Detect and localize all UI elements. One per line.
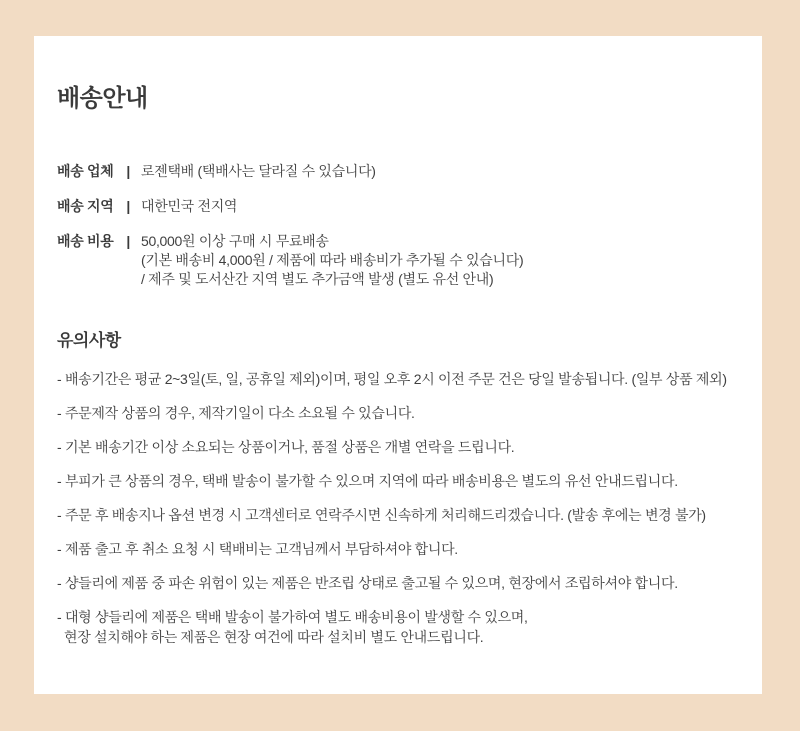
notice-item-text: - 대형 샹들리에 제품은 택배 발송이 불가하여 별도 배송비용이 발생할 수 있으며, — [57, 609, 528, 625]
notice-item-text: - 배송기간은 평균 2~3일(토, 일, 공휴일 제외)이며, 평일 오후 2시 이전 주문 건은 당일 발송됩니다. (일부 상품 제외) — [57, 371, 727, 387]
notice-item — [57, 369, 756, 389]
info-value-line: 대한민국 전지역 — [141, 198, 238, 214]
notice-item-text: - 샹들리에 제품 중 파손 위험이 있는 제품은 반조립 상태로 출고될 수 있으며, 현장에서 조립하셔야 합니다. — [57, 575, 678, 591]
page-title: 배송안내 — [57, 85, 148, 112]
info-value-line: 로젠택배 (택배사는 달라질 수 있습니다) — [141, 163, 376, 179]
info-value-cost — [141, 232, 523, 289]
notice-item — [57, 505, 756, 525]
notice-item — [57, 573, 756, 593]
info-row-carrier — [57, 162, 756, 181]
notice-item-text: - 부피가 큰 상품의 경우, 택배 발송이 불가할 수 있으며 지역에 따라 배송비용은 별도의 유선 안내드립니다. — [57, 473, 678, 489]
info-label-text: 배송 지역 — [57, 198, 114, 214]
info-value-region — [141, 197, 237, 216]
notice-item-text: - 주문제작 상품의 경우, 제작기일이 다소 소요될 수 있습니다. — [57, 405, 415, 421]
info-value-line: (기본 배송비 4,000원 / 제품에 따라 배송비가 추가될 수 있습니다) — [141, 252, 524, 268]
info-value-line: / 제주 및 도서산간 지역 별도 추가금액 발생 (별도 유선 안내) — [141, 271, 494, 287]
info-label-text: 배송 업체 — [57, 163, 114, 179]
notice-item — [57, 471, 756, 491]
notice-item-text: - 주문 후 배송지나 옵션 변경 시 고객센터로 연락주시면 신속하게 처리해드리겠습니다. (발송 후에는 변경 불가) — [57, 507, 706, 523]
shipping-info-card — [34, 36, 762, 694]
notice-section — [57, 330, 756, 647]
info-label-carrier — [57, 162, 130, 181]
notice-item-text: - 제품 출고 후 취소 요청 시 택배비는 고객님께서 부담하셔야 합니다. — [57, 541, 458, 557]
info-row-region — [57, 197, 756, 216]
label-separator: | — [126, 233, 130, 249]
label-separator: | — [126, 198, 130, 214]
notice-item — [57, 607, 756, 647]
notice-item — [57, 403, 756, 423]
notice-item — [57, 437, 756, 457]
info-row-cost — [57, 232, 756, 289]
info-label-cost — [57, 232, 130, 251]
info-label-text: 배송 비용 — [57, 233, 114, 249]
notice-heading: 유의사항 — [57, 331, 121, 350]
shipping-info-section — [57, 162, 756, 289]
info-value-line: 50,000원 이상 구매 시 무료배송 — [141, 233, 329, 249]
notice-item-text-continuation: 현장 설치해야 하는 제품은 현장 여건에 따라 설치비 별도 안내드립니다. — [64, 629, 484, 645]
notice-item-text: - 기본 배송기간 이상 소요되는 상품이거나, 품절 상품은 개별 연락을 드립니다. — [57, 439, 515, 455]
info-value-carrier — [141, 162, 376, 181]
notice-item — [57, 539, 756, 559]
label-separator: | — [126, 163, 130, 179]
info-label-region — [57, 197, 130, 216]
